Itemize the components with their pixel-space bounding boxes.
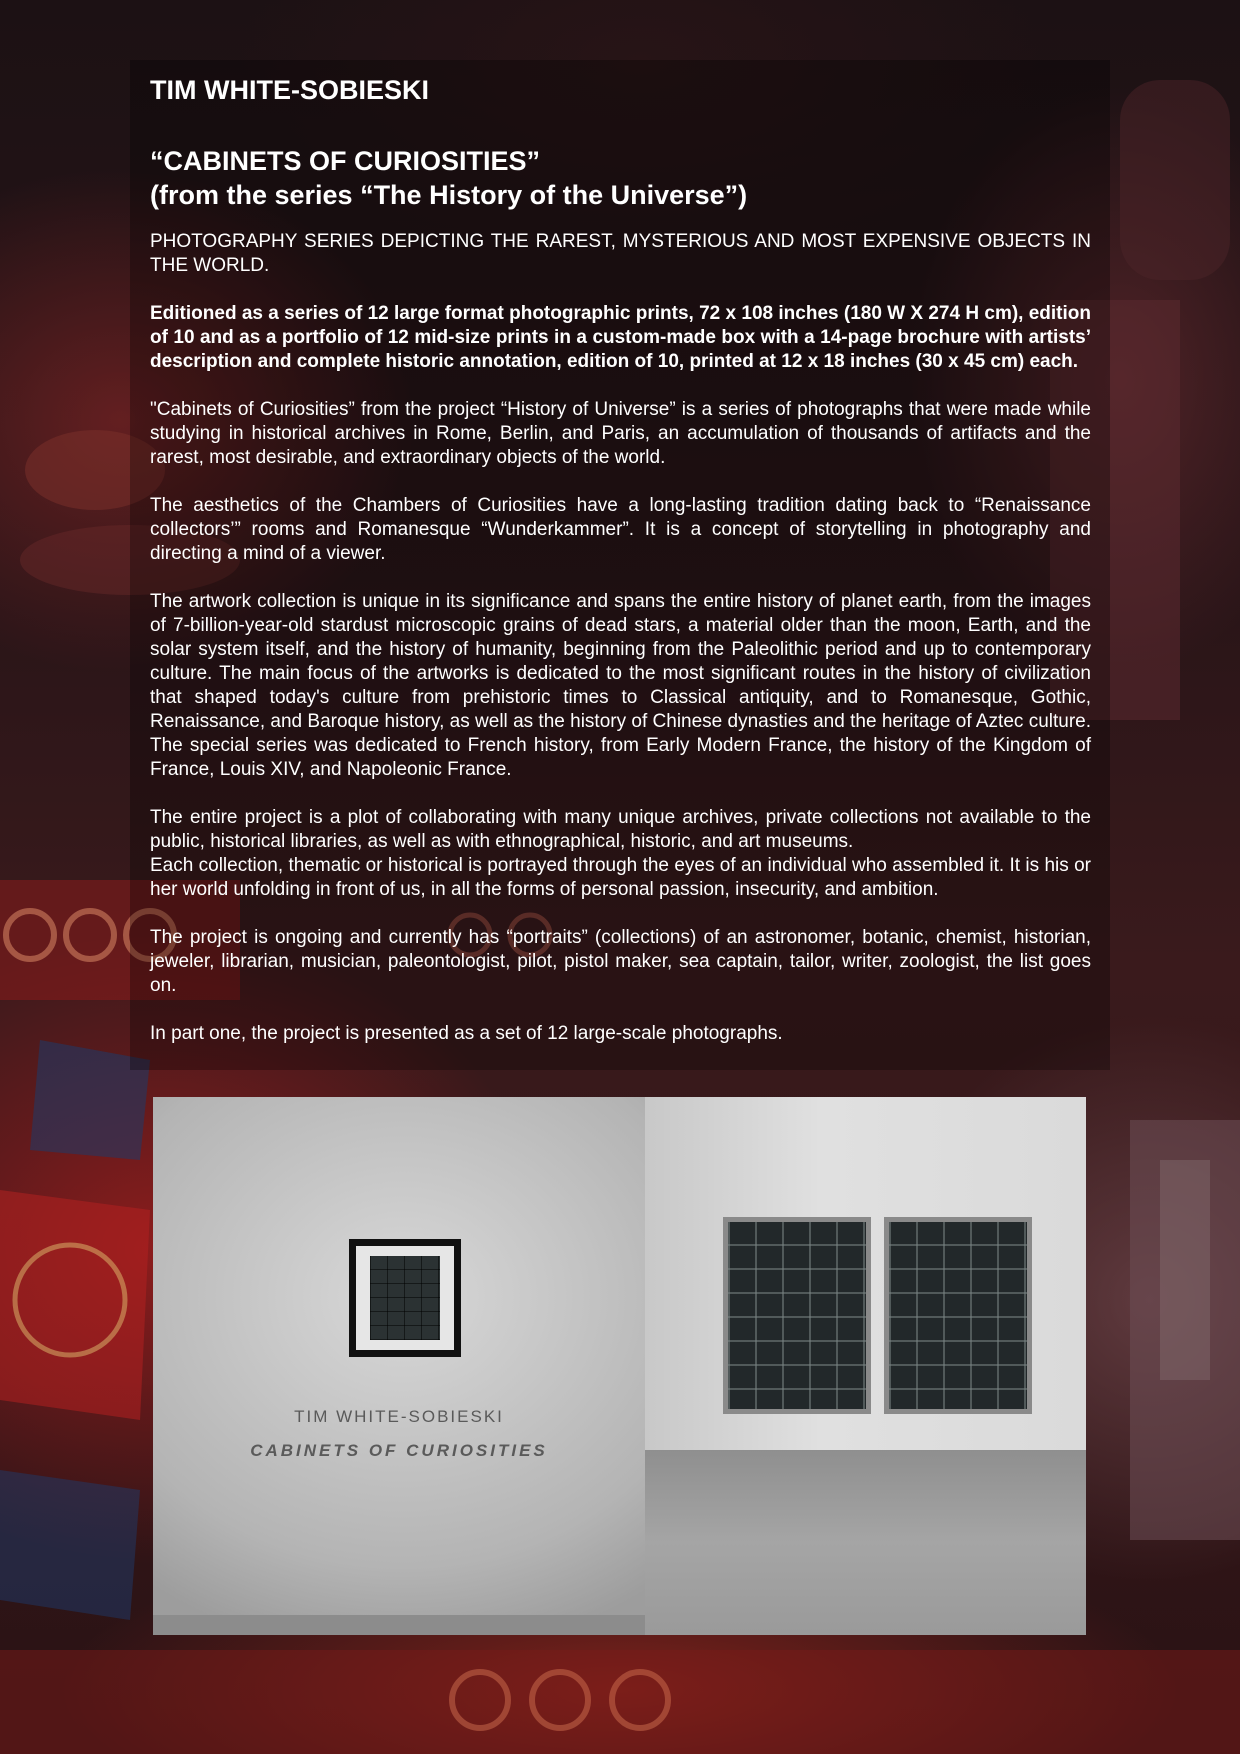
gallery-floor — [645, 1450, 1086, 1635]
edition-paragraph: Editioned as a series of 12 large format photographic prints, 72 x 108 inches (180 W X 274 H cm), edition of 10 and as a portfolio of 12 mid-size prints in a custom-made box with a 14-page brochure with artists’ description and complete historic annotation, edition of 10, printed at 12 x 18 inches (30 x 45 cm) each. — [150, 303, 1091, 372]
series-title — [150, 144, 1091, 212]
paragraph-1: "Cabinets of Curiosities” from the project “History of Universe” is a series of photographs that were made while studying in historical archives in Rome, Berlin, and Paris, an accumulation of thousands of artifacts and the rarest, most desirable, and extraordinary objects of the world. — [150, 399, 1091, 468]
wall-text-artist: TIM WHITE-SOBIESKI — [294, 1407, 504, 1426]
paragraph-6: The project is ongoing and currently has “portraits” (collections) of an astronomer, botanic, chemist, historian, jeweler, librarian, musician, paleontologist, pilot, pistol maker, sea captain, tailor, writer, zoologist, the list goes on. — [150, 927, 1091, 996]
series-title-line2: (from the series “The History of the Universe”) — [150, 180, 748, 210]
gallery-wall-left — [153, 1097, 645, 1615]
paragraph-2: The aesthetics of the Chambers of Curiosities have a long-lasting tradition dating back to “Renaissance collectors’” rooms and Romanesque “Wunderkammer”. It is a concept of storytelling in photography and directing a mind of a viewer. — [150, 495, 1091, 564]
series-title-line1: “CABINETS OF CURIOSITIES” — [150, 146, 541, 176]
framed-print-large-2 — [884, 1217, 1032, 1414]
artist-name: TIM WHITE-SOBIESKI — [150, 75, 429, 105]
document-body — [150, 74, 1091, 1070]
gallery-installation-photo — [153, 1097, 1086, 1635]
paragraph-7: In part one, the project is presented as a set of 12 large-scale photographs. — [150, 1023, 783, 1044]
framed-print-small — [349, 1239, 461, 1357]
intro-paragraph: PHOTOGRAPHY SERIES DEPICTING THE RAREST, MYSTERIOUS AND MOST EXPENSIVE OBJECTS IN THE WORLD. — [150, 231, 1091, 276]
paragraph-5: Each collection, thematic or historical is portrayed through the eyes of an individual who assembled it. It is his or her world unfolding in front of us, in all the forms of personal passion, insecurity, and ambition. — [150, 855, 1091, 900]
paragraph-3: The artwork collection is unique in its significance and spans the entire history of planet earth, from the images of 7-billion-year-old stardust microscopic grains of dead stars, a material older than the moon, Earth, and the solar system itself, and the history of humanity, beginning from the Paleolithic period and up to contemporary culture. The main focus of the artworks is dedicated to the most significant routes in the history of civilization that shaped today's culture from prehistoric times to Classical antiquity, and to Romanesque, Gothic, Renaissance, and Baroque history, as well as the history of Chinese dynasties and the heritage of Aztec culture. The special series was dedicated to French history, from Early Modern France, the history of the Kingdom of France, Louis XIV, and Napoleonic France. — [150, 591, 1091, 780]
gallery-wall-right — [645, 1097, 1086, 1450]
paragraph-4: The entire project is a plot of collaborating with many unique archives, private collections not available to the public, historical libraries, as well as with ethnographical, historic, and art museums. — [150, 807, 1091, 852]
framed-print-large-1 — [723, 1217, 871, 1414]
wall-text-title: CABINETS OF CURIOSITIES — [250, 1441, 548, 1460]
